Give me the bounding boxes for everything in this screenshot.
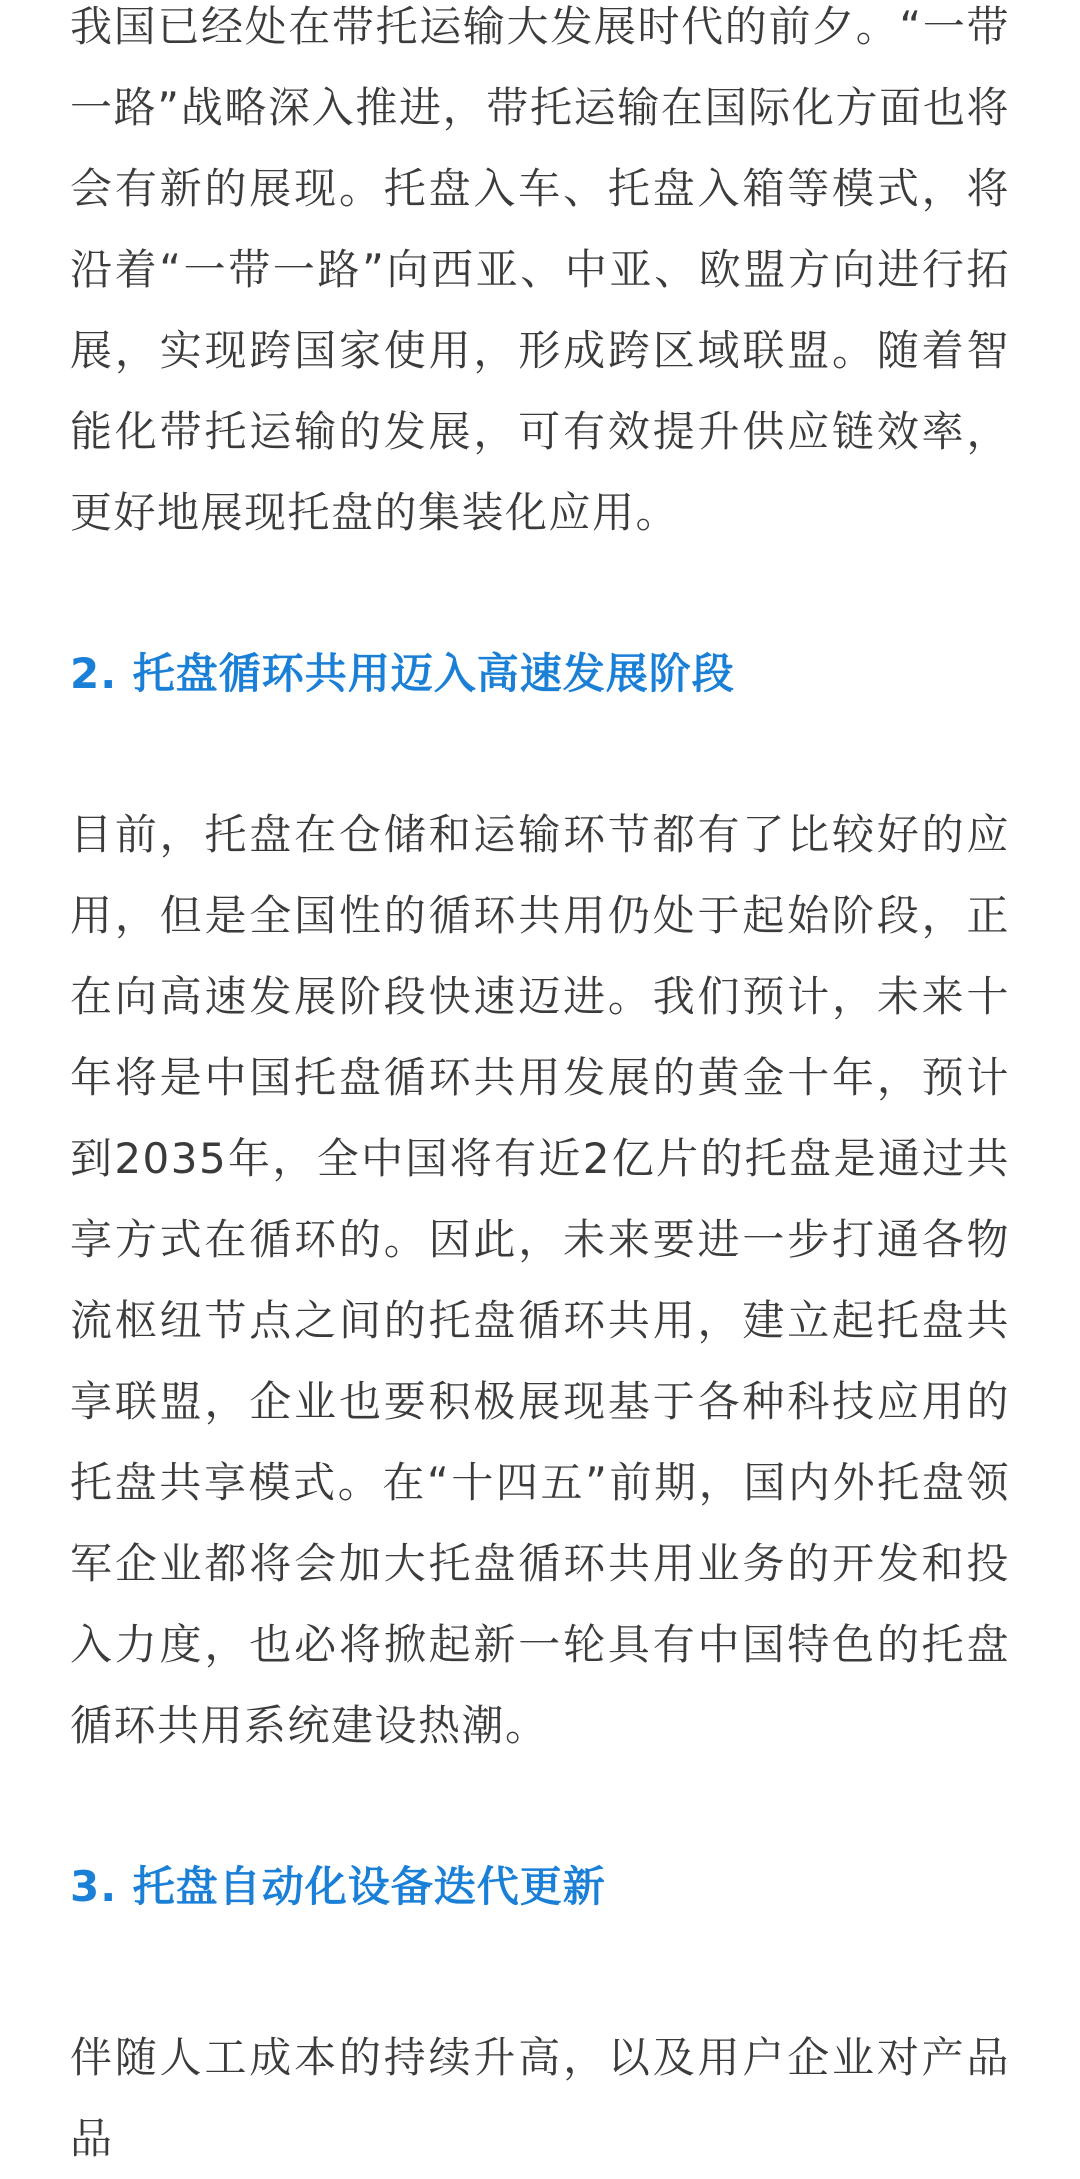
article-body <box>70 0 1010 2179</box>
section-heading-2: 2. 托盘循环共用迈入高速发展阶段 <box>70 649 735 698</box>
paragraph-intro: 我国已经处在带托运输大发展时代的前夕。“一带一路”战略深入推进，带托运输在国际化方面也将会有新的展现。托盘入车、托盘入箱等模式，将沿着“一带一路”向西亚、中亚、欧盟方向进行拓展，实现跨国家使用，形成跨区域联盟。随着智能化带托运输的发展，可有效提升供应链效率，更好地展现托盘的集装化应用。 <box>70 2 1010 537</box>
section-heading-3: 3. 托盘自动化设备迭代更新 <box>70 1862 606 1911</box>
paragraph-section-2: 目前，托盘在仓储和运输环节都有了比较好的应用，但是全国性的循环共用仍处于起始阶段，正在向高速发展阶段快速迈进。我们预计，未来十年将是中国托盘循环共用发展的黄金十年，预计到2035年，全中国将有近2亿片的托盘是通过共享方式在循环的。因此，未来要进一步打通各物流枢纽节点之间的托盘循环共用，建立起托盘共享联盟，企业也要积极展现基于各种科技应用的托盘共享模式。在“十四五”前期，国内外托盘领军企业都将会加大托盘循环共用业务的开发和投入力度，也必将掀起新一轮具有中国特色的托盘循环共用系统建设热潮。 <box>70 810 1010 1750</box>
paragraph-section-3: 伴随人工成本的持续升高，以及用户企业对产品品 <box>70 2033 1010 2163</box>
